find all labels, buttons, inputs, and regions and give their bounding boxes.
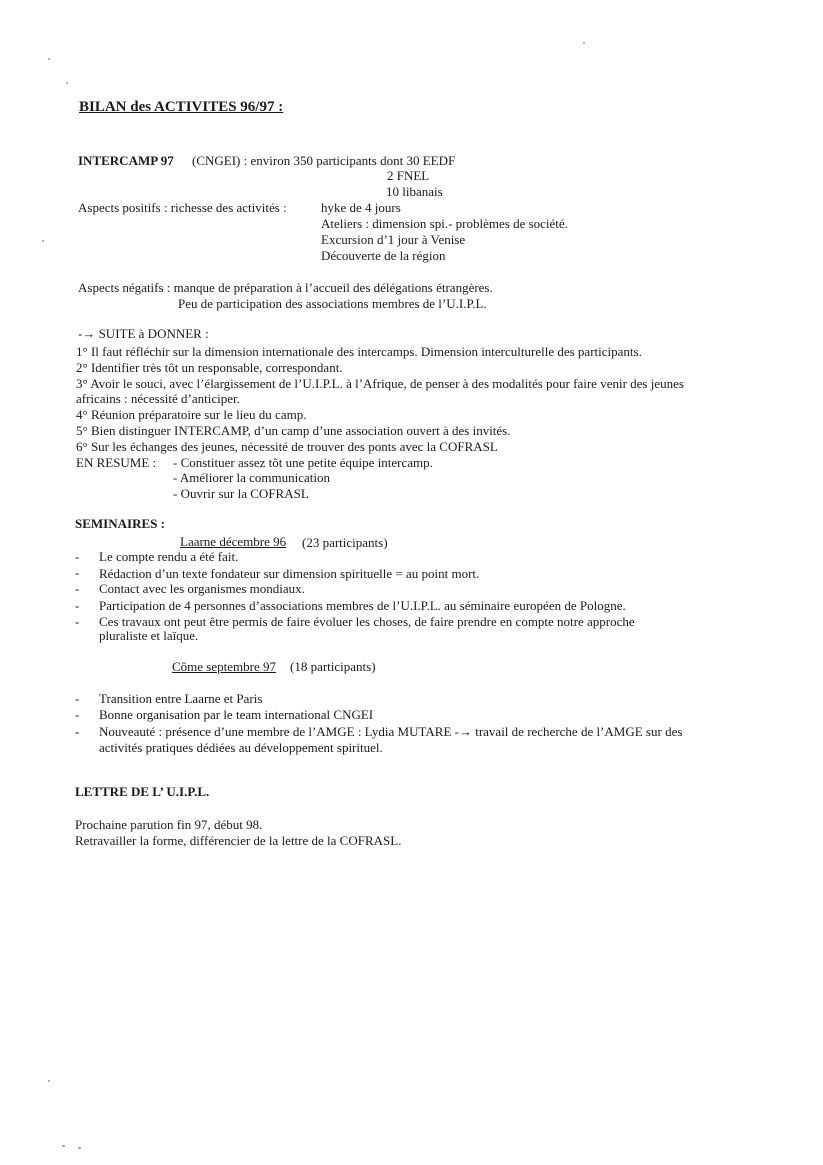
negative-aspects-line: Peu de participation des associations membres de l’U.I.P.L. bbox=[178, 296, 487, 311]
laarne-title: Laarne décembre 96 bbox=[180, 534, 287, 549]
suite-item: 5° Bien distinguer INTERCAMP, d’un camp d’une association ouvert à des invités. bbox=[76, 423, 511, 438]
lettre-line: Prochaine parution fin 97, début 98. bbox=[75, 817, 263, 832]
laarne-item: Participation de 4 personnes d’associations membres de l’U.I.P.L. au séminaire européen de Pologne. bbox=[99, 598, 626, 613]
positive-aspects-label: Aspects positifs : richesse des activités : bbox=[78, 200, 287, 215]
resume-item: - Ouvrir sur la COFRASL bbox=[173, 486, 309, 501]
bullet-dash: - bbox=[75, 724, 80, 739]
suite-heading: -→ SUITE à DONNER : bbox=[78, 326, 209, 341]
suite-item: africains : nécessité d’anticiper. bbox=[76, 391, 240, 406]
scan-speck bbox=[42, 240, 44, 242]
scan-speck bbox=[62, 1145, 65, 1147]
scan-speck bbox=[48, 58, 50, 60]
laarne-item: Le compte rendu a été fait. bbox=[99, 549, 239, 564]
suite-item: 4° Réunion préparatoire sur le lieu du camp. bbox=[76, 407, 307, 422]
laarne-count: (23 participants) bbox=[302, 535, 388, 550]
bullet-dash: - bbox=[75, 691, 80, 706]
intercamp-line3: 10 libanais bbox=[386, 184, 443, 199]
intercamp-line1: (CNGEI) : environ 350 participants dont 30 EEDF bbox=[192, 153, 456, 168]
come-title: Côme septembre 97 bbox=[172, 659, 276, 674]
scan-speck bbox=[78, 1147, 81, 1149]
laarne-item: Contact avec les organismes mondiaux. bbox=[99, 581, 305, 596]
intercamp-line2: 2 FNEL bbox=[387, 168, 430, 183]
bullet-dash: - bbox=[75, 707, 80, 722]
scan-speck bbox=[583, 42, 585, 44]
resume-item: - Constituer assez tôt une petite équipe intercamp. bbox=[173, 455, 433, 470]
laarne-item: Rédaction d’un texte fondateur sur dimension spirituelle = au point mort. bbox=[99, 566, 480, 581]
suite-item: 6° Sur les échanges des jeunes, nécessité de trouver des ponts avec la COFRASL bbox=[76, 439, 498, 454]
come-count: (18 participants) bbox=[290, 659, 376, 674]
resume-label: EN RESUME : bbox=[76, 455, 157, 470]
come-item-continued: activités pratiques dédiées au développement spirituel. bbox=[99, 740, 383, 755]
bullet-dash: - bbox=[75, 614, 80, 629]
page-title: BILAN des ACTIVITES 96/97 : bbox=[79, 99, 284, 115]
come-item: Nouveauté : présence d’une membre de l’AMGE : Lydia MUTARE -→ travail de recherche de l’AMGE sur des bbox=[99, 724, 683, 739]
positive-item: Découverte de la région bbox=[321, 248, 446, 263]
bullet-dash: - bbox=[75, 565, 80, 580]
laarne-item-continued: pluraliste et laïque. bbox=[99, 628, 199, 643]
bullet-dash: - bbox=[75, 598, 80, 613]
bullet-dash: - bbox=[75, 549, 80, 564]
laarne-item: Ces travaux ont peut être permis de faire évoluer les choses, de faire prendre en compte notre approche bbox=[99, 614, 635, 629]
suite-item: 3° Avoir le souci, avec l’élargissement de l’U.I.P.L. à l’Afrique, de penser à des modalités pour faire venir des jeunes bbox=[76, 376, 684, 391]
intercamp-heading: INTERCAMP 97 bbox=[78, 153, 174, 168]
come-item: Bonne organisation par le team international CNGEI bbox=[99, 707, 374, 722]
bullet-dash: - bbox=[75, 581, 80, 596]
positive-item: hyke de 4 jours bbox=[321, 200, 401, 215]
resume-item: - Améliorer la communication bbox=[173, 470, 331, 485]
scan-speck bbox=[48, 1080, 50, 1082]
suite-item: 1° Il faut réfléchir sur la dimension internationale des intercamps. Dimension interculturelle des participants. bbox=[76, 344, 642, 359]
positive-item: Ateliers : dimension spi.- problèmes de société. bbox=[321, 216, 568, 231]
negative-aspects-line: Aspects négatifs : manque de préparation à l’accueil des délégations étrangères. bbox=[78, 280, 493, 295]
suite-item: 2° Identifier très tôt un responsable, correspondant. bbox=[76, 360, 343, 375]
seminaires-heading: SEMINAIRES : bbox=[75, 516, 165, 531]
scan-speck bbox=[66, 82, 68, 84]
lettre-line: Retravailler la forme, différencier de la lettre de la COFRASL. bbox=[75, 833, 402, 848]
come-item: Transition entre Laarne et Paris bbox=[99, 691, 263, 706]
positive-item: Excursion d’1 jour à Venise bbox=[321, 232, 466, 247]
lettre-heading: LETTRE DE L’ U.I.P.L. bbox=[75, 784, 210, 799]
